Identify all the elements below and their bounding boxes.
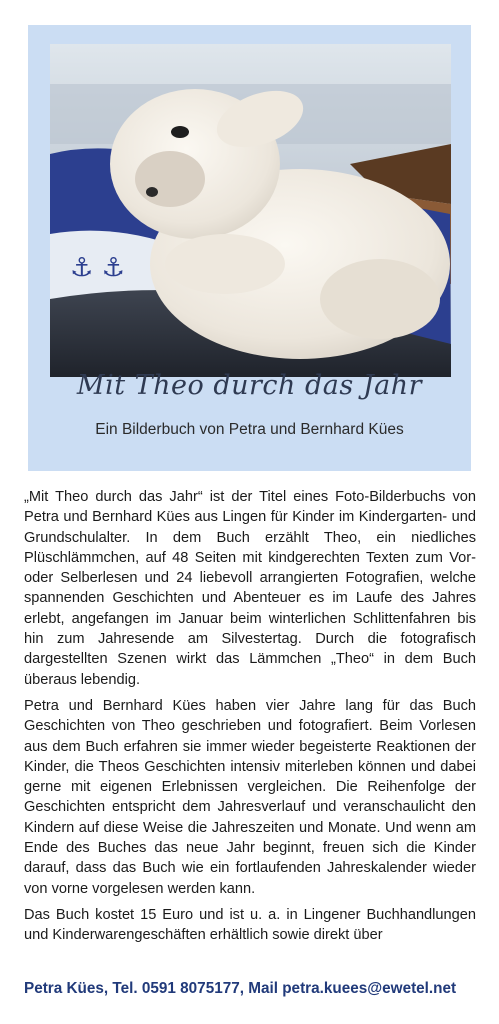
contact-line: Petra Kües, Tel. 0591 8075177, Mail petra.kuees@ewetel.net [24, 980, 457, 997]
paragraph: Das Buch kostet 15 Euro und ist u. a. in Lingener Buchhandlungen und Kinderwarengeschäften erhältlich sowie direkt über [24, 906, 476, 944]
book-title: Mit Theo durch das Jahr [76, 370, 423, 401]
book-subtitle: Ein Bilderbuch von Petra und Bernhard Kües [95, 421, 404, 438]
paragraph: Petra und Bernhard Kües haben vier Jahre lang für das Buch Geschichten von Theo geschrieben und fotografiert. Beim Vorlesen aus dem Buch erfahren sie immer wieder begeisterte Reaktionen der Kinder, die Theos Geschichten intensiv miterleben können und dabei gerne mit eigenen Erlebnissen vergleichen. Die Reihenfolge der Geschichten entspricht dem Jahresverlauf und veranschaulicht den Kindern auf diese Weise die Jahreszeiten und Monate. Und wenn am Ende des Buches das neue Jahr beginnt, freuen sich die Kinder darauf, dass das Buch wie ein fortlaufenden Jahreskalender wieder von vorne vorgelesen werden kann. [24, 697, 476, 897]
article-body [24, 487, 476, 952]
paragraph: „Mit Theo durch das Jahr“ ist der Titel eines Foto-Bilderbuchs von Petra und Bernhard Kües aus Lingen für Kinder im Kindergarten- und Grundschulalter. In dem Buch erzählt Theo, ein niedliches Plüschlämmchen, auf 48 Seiten mit kindgerechten Texten zum Vor- oder Selberlesen und 24 liebevoll arrangierten Fotografien, welche spannenden Geschichten und Abenteuer es im Laufe des Jahres erlebt, angefangen im Januar beim winterlichen Schlittenfahren bis hin zum Jahresende am Silvestertag. Durch die fotografisch dargestellten Szenen wirkt das Lämmchen „Theo“ in dem Buch überaus lebendig. [24, 489, 476, 688]
book-cover [28, 25, 471, 471]
svg-text:⚓ ⚓: ⚓ ⚓ [70, 253, 125, 283]
plush-lamb-photo [50, 44, 451, 377]
